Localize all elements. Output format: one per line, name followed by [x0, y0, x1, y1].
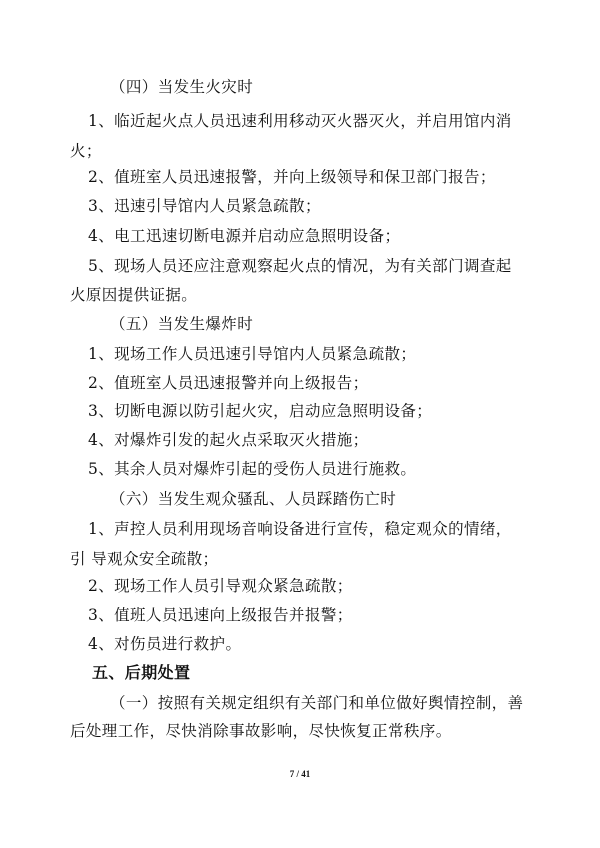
section-4-item-2: 2、值班室人员迅速报警，并向上级领导和保卫部门报告； [88, 168, 496, 186]
section-6-item-2: 2、现场工作人员引导观众紧急疏散； [88, 577, 353, 595]
paragraph-5-1: （一）按照有关规定组织有关部门和单位做好舆情控制，善 [110, 694, 524, 712]
section-4-item-1-cont: 火； [70, 142, 102, 160]
section-4-title: （四）当发生火灾时 [110, 78, 254, 96]
section-4-item-3: 3、迅速引导馆内人员紧急疏散； [88, 197, 321, 215]
section-6-item-4: 4、对伤员进行救护。 [88, 635, 242, 653]
section-6-item-3: 3、值班人员迅速向上级报告并报警； [88, 606, 353, 624]
section-5-item-5: 5、其余人员对爆炸引起的受伤人员进行施救。 [88, 460, 417, 478]
section-6-item-1: 1、声控人员利用现场音响设备进行宣传，稳定观众的情绪， [88, 520, 512, 538]
section-5-item-1: 1、现场工作人员迅速引导馆内人员紧急疏散； [88, 345, 417, 363]
section-4-item-5: 5、现场人员还应注意观察起火点的情况，为有关部门调查起 [88, 257, 512, 275]
section-4-item-4: 4、电工迅速切断电源并启动应急照明设备； [88, 227, 401, 245]
section-5-item-2: 2、值班室人员迅速报警并向上级报告； [88, 374, 369, 392]
page-number: 7 / 41 [289, 769, 311, 779]
heading-post-disposal: 五、后期处置 [92, 663, 191, 682]
paragraph-5-1-cont: 后处理工作，尽快消除事故影响，尽快恢复正常秩序。 [70, 722, 452, 740]
section-5-item-4: 4、对爆炸引发的起火点采取灭火措施； [88, 431, 369, 449]
section-5-title: （五）当发生爆炸时 [110, 315, 254, 333]
section-4-item-1: 1、临近起火点人员迅速利用移动灭火器灭火，并启用馆内消 [88, 112, 512, 130]
section-5-item-3: 3、切断电源以防引起火灾，启动应急照明设备； [88, 402, 433, 420]
section-6-item-1-cont: 引 导观众安全疏散； [70, 550, 219, 568]
section-6-title: （六）当发生观众骚乱、人员踩踏伤亡时 [110, 490, 397, 508]
section-4-item-5-cont: 火原因提供证据。 [70, 286, 198, 304]
